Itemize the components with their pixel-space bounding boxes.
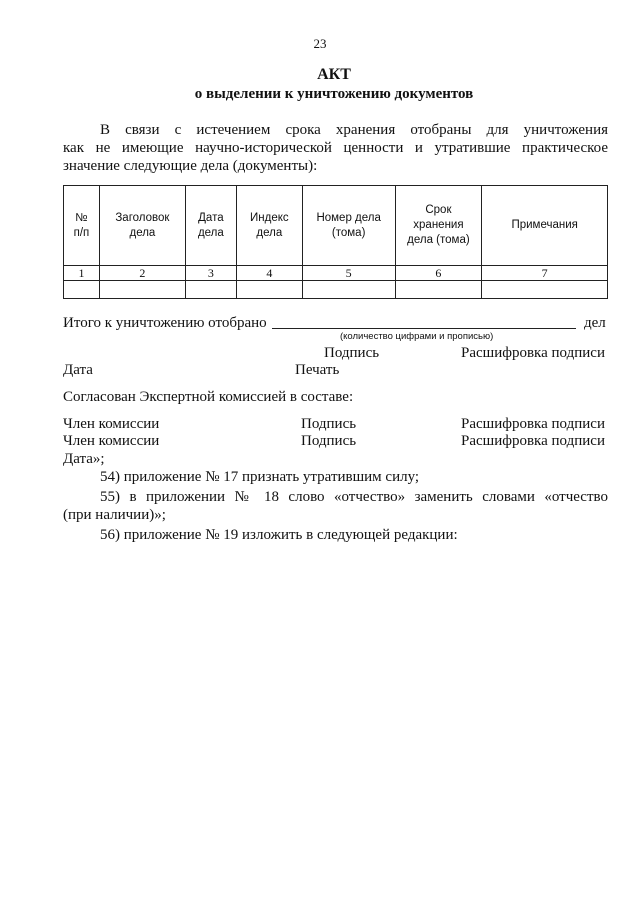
signature-label: Подпись [324, 345, 380, 361]
item-55-line: (при наличии)»; [63, 507, 166, 523]
total-label: Итого к уничтожению отобрано [63, 315, 267, 331]
col-header: Заголовок дела [99, 186, 185, 266]
table-number-row [64, 266, 608, 281]
agreed-label: Согласован Экспертной комиссией в составе: [63, 389, 354, 405]
member-decode: Расшифровка подписи [461, 433, 605, 449]
total-underline [272, 328, 576, 329]
total-hint: (количество цифрами и прописью) [340, 331, 494, 342]
col-number: 6 [395, 266, 482, 281]
table-header-row [64, 186, 608, 266]
decode-label: Расшифровка подписи [461, 345, 605, 361]
member-role: Член комиссии [63, 416, 160, 432]
col-number: 1 [64, 266, 100, 281]
intro-paragraph [63, 121, 608, 175]
page-number: 23 [313, 36, 327, 51]
member-sign: Подпись [301, 416, 357, 432]
col-header: Срок хранения дела (тома) [395, 186, 482, 266]
col-header: Дата дела [185, 186, 236, 266]
col-header: Примечания [482, 186, 608, 266]
document-title: АКТ [317, 66, 351, 83]
col-header: Индекс дела [236, 186, 302, 266]
intro-line: В связи с истечением срока хранения отобраны для уничтожения [100, 122, 608, 138]
date-end: Дата»; [63, 451, 105, 467]
item-54: 54) приложение № 17 признать утратившим силу; [100, 469, 420, 485]
documents-table [63, 185, 608, 299]
date-label: Дата [63, 362, 93, 378]
col-header: № п/п [64, 186, 100, 266]
stamp-label: Печать [295, 362, 340, 378]
intro-line: как не имеющие научно-исторической ценности и утратившие практическое [63, 140, 608, 156]
member-decode: Расшифровка подписи [461, 416, 605, 432]
col-number: 4 [236, 266, 302, 281]
member-sign: Подпись [301, 433, 357, 449]
col-header: Номер дела (тома) [302, 186, 395, 266]
col-number: 5 [302, 266, 395, 281]
item-55-line: 55) в приложении № 18 слово «отчество» заменить словами «отчество [100, 489, 608, 505]
item-56: 56) приложение № 19 изложить в следующей редакции: [100, 527, 458, 543]
member-role: Член комиссии [63, 433, 160, 449]
item-55 [63, 488, 608, 524]
col-number: 7 [482, 266, 608, 281]
col-number: 3 [185, 266, 236, 281]
table-empty-row [64, 281, 608, 299]
total-unit: дел [584, 315, 606, 331]
col-number: 2 [99, 266, 185, 281]
document-subtitle: о выделении к уничтожению документов [194, 86, 474, 102]
intro-line: значение следующие дела (документы): [63, 158, 318, 174]
